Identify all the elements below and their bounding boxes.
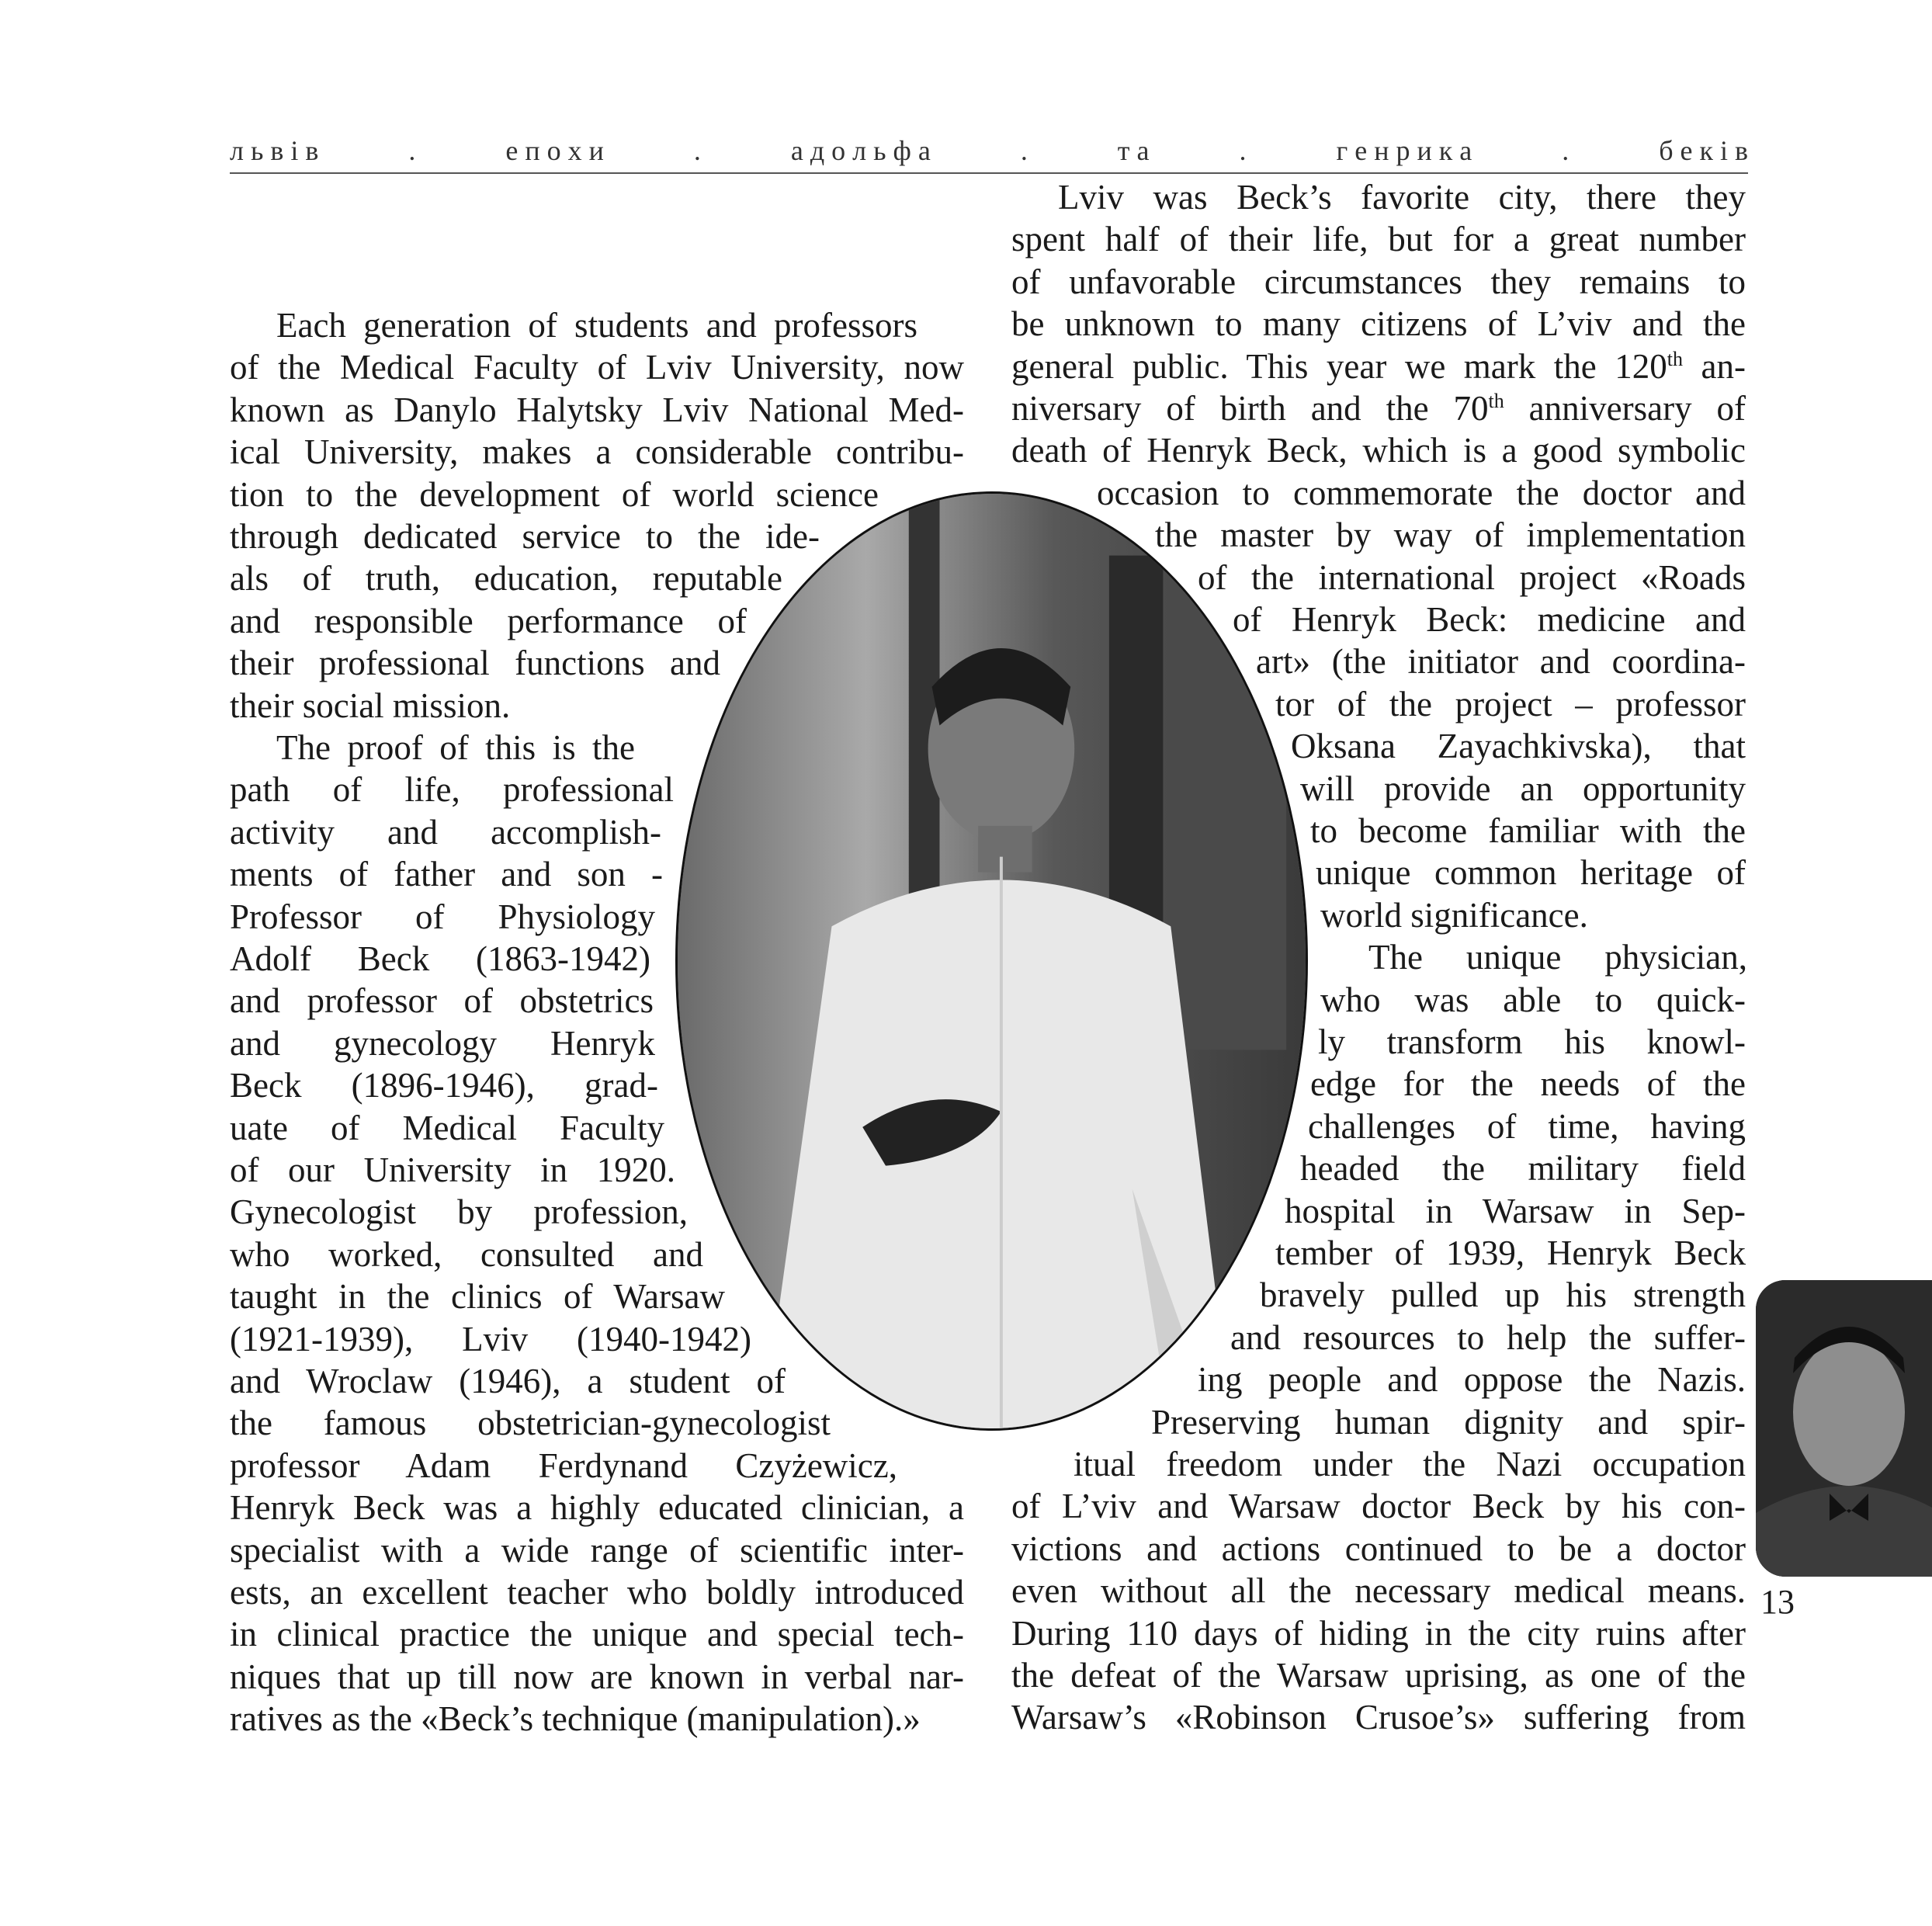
left-column-line: uate of Medical Faculty	[230, 1108, 664, 1147]
page-number: 13	[1760, 1583, 1795, 1621]
right-column-line: During 110 days of hiding in the city ruins after	[1011, 1613, 1746, 1653]
left-column-line: and professor of obstetrics	[230, 981, 654, 1021]
right-column-line: be unknown to many citizens of L’viv and the	[1011, 304, 1746, 344]
right-column-line: the defeat of the Warsaw uprising, as one of the	[1011, 1656, 1746, 1695]
left-column-line: and gynecology Henryk	[230, 1023, 655, 1063]
right-column-line: and resources to help the suffer-	[1230, 1317, 1746, 1357]
left-column-line: Beck (1896-1946), grad-	[230, 1066, 658, 1105]
running-head-separator: .	[1562, 135, 1570, 166]
right-column-line: will provide an opportunity	[1300, 769, 1746, 808]
right-column-line: Lviv was Beck’s favorite city, there they	[1058, 178, 1746, 217]
running-head-separator: .	[1239, 135, 1247, 166]
right-column-line: itual freedom under the Nazi occupation	[1074, 1445, 1746, 1484]
right-column-line: to become familiar with the	[1310, 811, 1746, 850]
right-column-line: ing people and oppose the Nazis.	[1198, 1360, 1746, 1400]
left-column-line: tion to the development of world science	[230, 474, 879, 514]
running-head-separator: .	[1020, 135, 1028, 166]
right-column-line: unique common heritage of	[1316, 853, 1746, 893]
left-column-line: their professional functions and	[230, 644, 720, 683]
portrait-photo	[675, 491, 1308, 1431]
right-column-line: bravely pulled up his strength	[1260, 1275, 1746, 1315]
left-column-line: ments of father and son -	[230, 855, 663, 894]
running-head-word: г е н р и к а	[1336, 135, 1472, 166]
right-column-line: The unique physician,	[1368, 938, 1747, 977]
right-column-line: world significance.	[1320, 895, 1588, 935]
running-head-word: б е к і в	[1659, 135, 1748, 166]
right-column-line: of the international project «Roads	[1198, 557, 1746, 597]
right-column-line-tail: an-	[1683, 346, 1746, 386]
right-column-line: ly transform his knowl-	[1318, 1022, 1746, 1061]
right-column-line: the master by way of implementation	[1155, 515, 1746, 555]
left-column-line: and Wroclaw (1946), a student of	[230, 1362, 786, 1400]
right-column-line-tail: anniversary of	[1504, 389, 1746, 428]
right-column-line: challenges of time, having	[1308, 1106, 1746, 1146]
left-column-line: who worked, consulted and	[230, 1234, 703, 1274]
left-column-line: ratives as the «Beck’s technique (manipulation).»	[230, 1699, 921, 1739]
ordinal-suffix: th	[1667, 347, 1684, 370]
left-column-line: of the Medical Faculty of Lviv University, now	[230, 348, 964, 387]
right-column-line: Oksana Zayachkivska), that	[1291, 727, 1746, 766]
running-head-word: а д о л ь ф а	[790, 135, 931, 166]
right-column-line: spent half of their life, but for a great number	[1011, 220, 1746, 259]
left-column-line: Gynecologist by profession,	[230, 1192, 688, 1232]
left-column-line: through dedicated service to the ide-	[230, 517, 820, 556]
portrait-thumbnail	[1756, 1280, 1932, 1577]
right-column-line: who was able to quick-	[1320, 980, 1746, 1019]
left-column-line: Adolf Beck (1863-1942)	[230, 939, 650, 978]
left-column-line: ests, an excellent teacher who boldly introduced	[230, 1573, 964, 1612]
right-column-line: art» (the initiator and coordina-	[1256, 642, 1746, 682]
right-column-line: tor of the project – professor	[1275, 684, 1746, 724]
left-column-line: Henryk Beck was a highly educated clinician, a	[230, 1488, 964, 1528]
right-column-line: of Henryk Beck: medicine and	[1233, 600, 1746, 639]
left-column-line: taught in the clinics of Warsaw	[230, 1277, 725, 1317]
right-column-line-text: general public. This year we mark the 120	[1011, 346, 1667, 386]
running-head-word: л ь в і в	[230, 135, 319, 166]
left-column-line: activity and accomplish-	[230, 812, 661, 852]
right-column-line	[1011, 345, 1746, 387]
right-column-line: death of Henryk Beck, which is a good symbolic	[1011, 431, 1746, 470]
left-column-line: the famous obstetrician-gynecologist	[230, 1404, 831, 1443]
right-column-line: occasion to commemorate the doctor and	[1097, 473, 1746, 512]
left-column-line: Each generation of students and professors	[276, 306, 917, 345]
right-column-line: of L’viv and Warsaw doctor Beck by his con-	[1011, 1487, 1746, 1526]
left-column-line: known as Danylo Halytsky Lviv National Med-	[230, 390, 964, 429]
right-column-line: Preserving human dignity and spir-	[1151, 1402, 1746, 1442]
right-column-line: hospital in Warsaw in Sep-	[1285, 1191, 1746, 1230]
running-head-separator: .	[408, 135, 416, 166]
left-column-line: their social mission.	[230, 685, 511, 725]
right-column-line: edge for the needs of the	[1310, 1064, 1746, 1104]
left-column-line: in clinical practice the unique and special tech-	[230, 1615, 964, 1654]
right-column-line	[1011, 387, 1746, 429]
running-head-word: е п о х и	[505, 135, 604, 166]
left-column-line: niques that up till now are known in verbal nar-	[230, 1657, 964, 1696]
left-column-line: specialist with a wide range of scientific inter-	[230, 1530, 964, 1570]
right-column-line: headed the military field	[1300, 1149, 1746, 1189]
left-column-line: path of life, professional	[230, 770, 674, 810]
running-head	[230, 130, 1748, 171]
left-column-line: als of truth, education, reputable	[230, 559, 782, 599]
right-column-line: of unfavorable circumstances they remains to	[1011, 262, 1746, 301]
left-column-line: and responsible performance of	[230, 601, 747, 640]
left-column-line: (1921-1939), Lviv (1940-1942)	[230, 1319, 751, 1359]
header-rule	[230, 172, 1748, 174]
left-column-line: Professor of Physiology	[230, 897, 655, 936]
left-column-line: professor Adam Ferdynand Czyżewicz,	[230, 1445, 897, 1485]
running-head-word: т а	[1117, 135, 1150, 166]
right-column-line: tember of 1939, Henryk Beck	[1275, 1234, 1746, 1272]
right-column-line-text: niversary of birth and the 70	[1011, 389, 1489, 428]
left-column-line: of our University in 1920.	[230, 1150, 675, 1189]
left-column-line: The proof of this is the	[276, 728, 635, 767]
running-head-separator: .	[693, 135, 701, 166]
left-column-line: ical University, makes a considerable contribu-	[230, 432, 964, 472]
right-column-line: even without all the necessary medical means.	[1011, 1571, 1746, 1611]
ordinal-suffix: th	[1488, 390, 1504, 412]
right-column-line: victions and actions continued to be a doctor	[1011, 1529, 1746, 1568]
right-column-line: Warsaw’s «Robinson Crusoe’s» suffering from	[1011, 1698, 1746, 1737]
